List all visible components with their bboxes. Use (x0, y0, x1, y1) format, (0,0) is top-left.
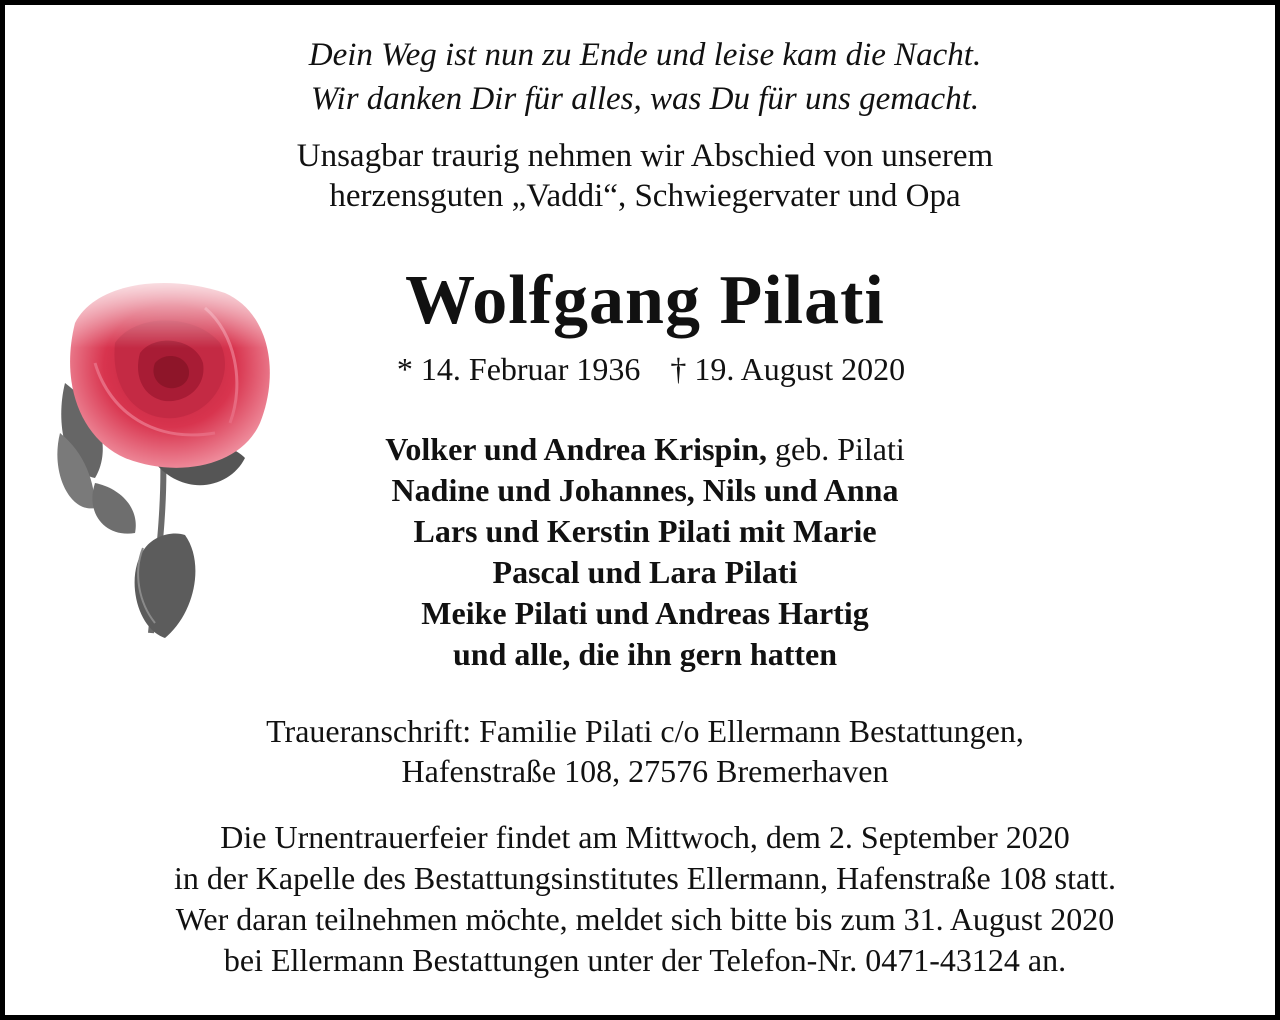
mourner-line: und alle, die ihn gern hatten (452, 636, 838, 672)
address-line: Hafenstraße 108, 27576 Bremerhaven (401, 753, 889, 789)
address-line: Traueranschrift: Familie Pilati c/o Ellermann Bestattungen, (266, 713, 1024, 749)
motto-line: Wir danken Dir für alles, was Du für uns gemacht. (310, 81, 980, 117)
mourner-line (5, 429, 1280, 470)
mourners-list (5, 429, 1280, 675)
intro-line: Unsagbar traurig nehmen wir Abschied von unserem (296, 138, 994, 174)
mourner-line: Pascal und Lara Pilati (492, 554, 798, 590)
ceremony-line: Wer daran teilnehmen möchte, meldet sich bitte bis zum 31. August 2020 (175, 901, 1115, 937)
mourner-line: Meike Pilati und Andreas Hartig (421, 595, 869, 631)
motto-verse (5, 33, 1280, 121)
birth-date: * 14. Februar 1936 (396, 351, 641, 387)
ceremony-line: bei Ellermann Bestattungen unter der Telefon-Nr. 0471-43124 an. (223, 942, 1067, 978)
intro-text (5, 136, 1280, 216)
death-date: † 19. August 2020 (670, 351, 906, 387)
motto-line: Dein Weg ist nun zu Ende und leise kam die Nacht. (308, 37, 982, 73)
mourner-line: Lars und Kerstin Pilati mit Marie (413, 513, 877, 549)
ceremony-line: in der Kapelle des Bestattungsinstitutes Ellermann, Hafenstraße 108 statt. (174, 860, 1116, 896)
ceremony-line: Die Urnentrauerfeier findet am Mittwoch, dem 2. September 2020 (220, 819, 1070, 855)
mourner-names: Volker und Andrea Krispin, (385, 431, 767, 467)
deceased-name: Wolfgang Pilati (405, 262, 885, 339)
mourner-line: Nadine und Johannes, Nils und Anna (391, 472, 899, 508)
maiden-name-note: geb. Pilati (767, 431, 905, 467)
intro-line: herzensguten „Vaddi“, Schwiegervater und Opa (329, 178, 961, 214)
ceremony-info (5, 817, 1280, 981)
mourning-address (5, 711, 1280, 791)
